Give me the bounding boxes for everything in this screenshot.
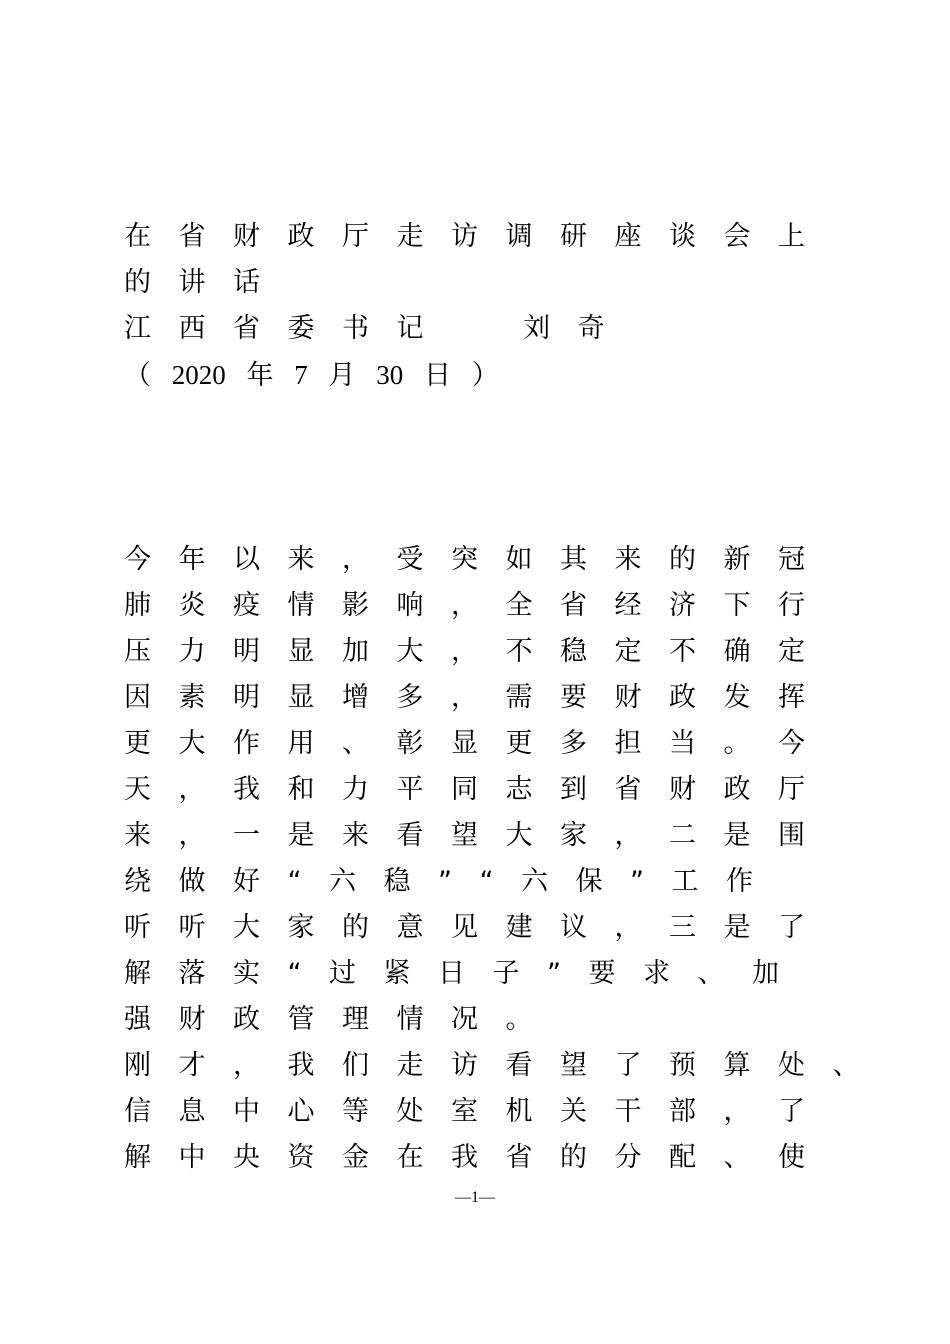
- body-line-12: 刚才，我们走访看望了预算处、: [124, 1050, 887, 1081]
- body-line-9: 听听大家的意见建议，三是了: [124, 912, 833, 943]
- body-line-10: 解落实“过紧日子”要求、加: [124, 958, 807, 989]
- speech-author: 江西省委书记 刘奇: [124, 313, 633, 344]
- body-line-13: 信息中心等处室机关干部，了: [124, 1096, 833, 1127]
- speech-title-line-1: 在省财政厅走访调研座谈会上: [124, 221, 833, 252]
- speech-title-line-2: 的讲话: [124, 267, 288, 298]
- body-line-1: 今年以来，受突如其来的新冠: [124, 544, 833, 575]
- body-line-8: 绕做好“六稳”“六保”工作: [124, 866, 781, 897]
- body-line-3: 压力明显加大，不稳定不确定: [124, 636, 833, 667]
- body-line-6: 天，我和力平同志到省财政厅: [124, 774, 833, 805]
- body-line-4: 因素明显增多，需要财政发挥: [124, 682, 833, 713]
- speech-date: （ 2020 年 7 月 30 日 ）: [124, 360, 499, 390]
- body-line-7: 来，一是来看望大家，二是围: [124, 820, 833, 851]
- body-line-11: 强财政管理情况。: [124, 1004, 560, 1035]
- page-number: —1—: [455, 1189, 495, 1206]
- body-line-14: 解中央资金在我省的分配、使: [124, 1142, 833, 1173]
- body-line-5: 更大作用、彰显更多担当。今: [124, 728, 833, 759]
- body-line-2: 肺炎疫情影响，全省经济下行: [124, 590, 833, 621]
